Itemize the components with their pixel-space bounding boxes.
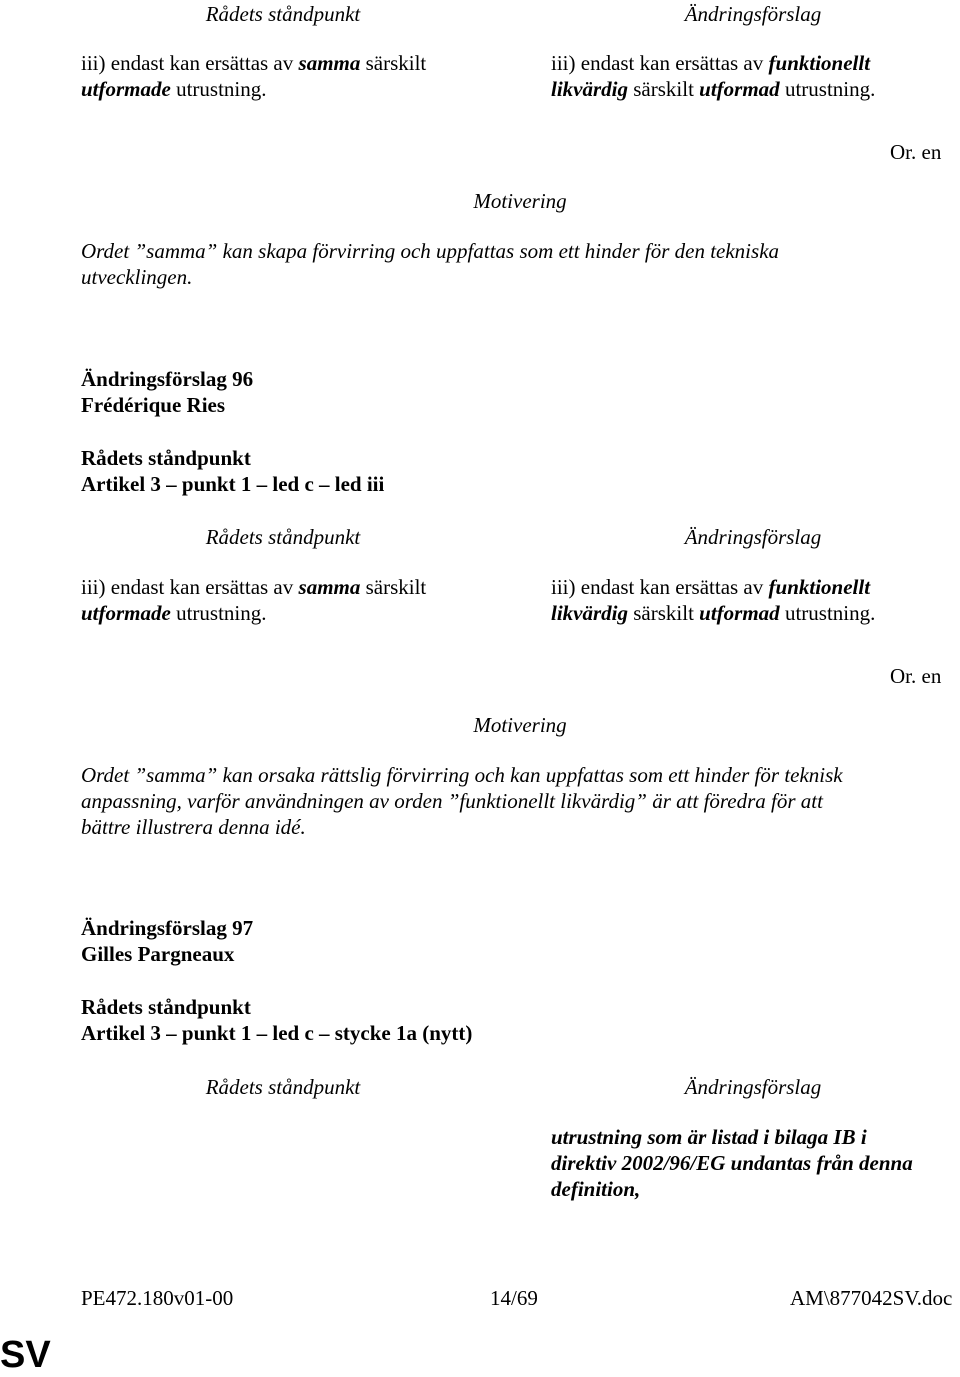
col-header-amendment: Ändringsförslag bbox=[684, 1075, 822, 1099]
amendment-heading: Ändringsförslag 96 Frédérique Ries bbox=[81, 367, 254, 417]
amendment-text: iii) endast kan ersättas av funktionellt likvärdig särskilt utformad utrustning. bbox=[551, 51, 876, 101]
council-text: iii) endast kan ersättas av samma särskilt utformade utrustning. bbox=[81, 575, 427, 625]
justification-text: Ordet ”samma” kan orsaka rättslig förvirring och kan uppfattas som ett hinder för teknisk anpassning, varför användningen av orden ”funktionellt likvärdig” är att föredra för att bättre illustrera denna idé. bbox=[81, 763, 843, 839]
col-header-council: Rådets ståndpunkt bbox=[205, 1075, 361, 1099]
justification-heading: Motivering bbox=[473, 713, 567, 737]
col-header-council: Rådets ståndpunkt bbox=[205, 2, 361, 26]
footer-file-name: AM\877042SV.doc bbox=[790, 1286, 953, 1310]
language-code: SV bbox=[0, 1334, 51, 1376]
footer-doc-ref: PE472.180v01-00 bbox=[81, 1286, 234, 1310]
amendment-reference: Rådets ståndpunkt Artikel 3 – punkt 1 – led c – stycke 1a (nytt) bbox=[81, 995, 473, 1045]
footer-page-number: 14/69 bbox=[490, 1286, 538, 1310]
original-language: Or. en bbox=[890, 140, 942, 164]
justification-text: Ordet ”samma” kan skapa förvirring och uppfattas som ett hinder för den tekniska utvecklingen. bbox=[81, 239, 780, 289]
justification-heading: Motivering bbox=[473, 189, 567, 213]
amendment-heading: Ändringsförslag 97 Gilles Pargneaux bbox=[81, 916, 254, 966]
col-header-amendment: Ändringsförslag bbox=[684, 525, 822, 549]
council-text: iii) endast kan ersättas av samma särskilt utformade utrustning. bbox=[81, 51, 427, 101]
col-header-council: Rådets ståndpunkt bbox=[205, 525, 361, 549]
amendment-text: utrustning som är listad i bilaga IB i direktiv 2002/96/EG undantas från denna definition, bbox=[551, 1125, 913, 1201]
amendment-reference: Rådets ståndpunkt Artikel 3 – punkt 1 – led c – led iii bbox=[81, 446, 385, 496]
amendment-text: iii) endast kan ersättas av funktionellt likvärdig särskilt utformad utrustning. bbox=[551, 575, 876, 625]
col-header-amendment: Ändringsförslag bbox=[684, 2, 822, 26]
original-language: Or. en bbox=[890, 664, 942, 688]
